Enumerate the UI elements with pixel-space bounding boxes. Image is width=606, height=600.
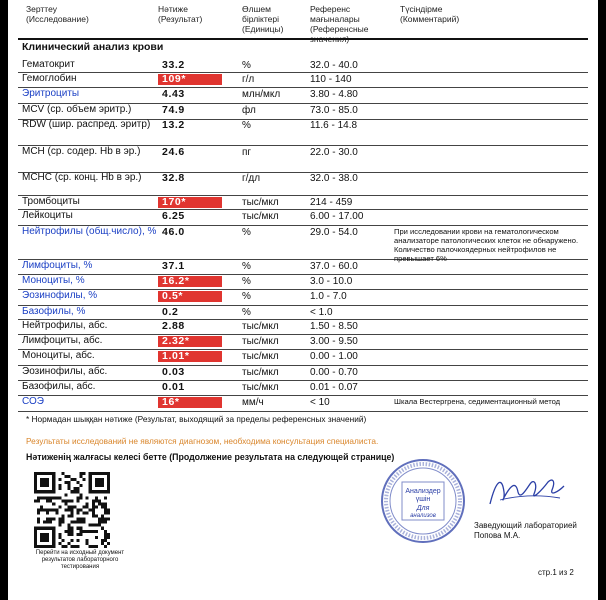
- qr-caption: Перейти на исходный документ результатов лабораторного тестирования: [35, 550, 125, 570]
- table-row: [18, 320, 588, 335]
- head-title: Заведующий лабораторией: [474, 521, 577, 530]
- continuation-notice: Нәтиженің жалғасы келесі бетте (Продолжение результата на следующей странице): [26, 452, 395, 462]
- reference-range: 32.0 - 38.0: [310, 173, 358, 184]
- warning-text: Результаты исследований не являются диагнозом, необходима консультация специалиста.: [26, 436, 379, 446]
- head-name: Попова М.А.: [474, 531, 521, 540]
- table-row: [18, 350, 588, 366]
- unit: тыс/мкл: [242, 197, 279, 208]
- reference-range: < 10: [310, 397, 330, 408]
- test-name: Гематокрит: [22, 59, 75, 70]
- table-row: [18, 104, 588, 120]
- unit: тыс/мкл: [242, 321, 279, 332]
- result-value: 0.2: [162, 306, 179, 318]
- test-name[interactable]: Моноциты, %: [22, 275, 85, 286]
- section-title: Клинический анализ крови: [22, 41, 164, 53]
- test-name: Тромбоциты: [22, 196, 80, 207]
- unit: тыс/мкл: [242, 382, 279, 393]
- unit: %: [242, 60, 251, 71]
- test-name[interactable]: Базофилы, %: [22, 306, 86, 317]
- unit: %: [242, 227, 251, 238]
- abnormal-result-value: 109*: [158, 74, 222, 85]
- reference-range: 29.0 - 54.0: [310, 227, 358, 238]
- reference-range: 32.0 - 40.0: [310, 60, 358, 71]
- unit: тыс/мкл: [242, 211, 279, 222]
- unit: %: [242, 291, 251, 302]
- test-name[interactable]: Эозинофилы, %: [22, 290, 98, 301]
- table-row: [18, 146, 588, 173]
- table-row: [18, 73, 588, 88]
- qr-code[interactable]: [32, 472, 112, 548]
- unit: %: [242, 307, 251, 318]
- abnormal-result-value: 16.2*: [158, 276, 222, 287]
- reference-range: 214 - 459: [310, 197, 353, 208]
- test-name: RDW (шир. распред. эритр): [22, 119, 151, 130]
- result-value: 74.9: [162, 104, 185, 116]
- reference-range: 73.0 - 85.0: [310, 105, 358, 116]
- header-study: Зерттеу (Исследование): [26, 4, 89, 24]
- comment: Шкала Вестергрена, седиментационный метод: [394, 397, 561, 406]
- table-row: [18, 396, 588, 412]
- table-row: [18, 226, 588, 263]
- reference-range: < 1.0: [310, 307, 333, 318]
- reference-range: 6.00 - 17.00: [310, 211, 364, 222]
- unit: мм/ч: [242, 397, 264, 408]
- table-row: [18, 210, 588, 226]
- test-name: Нейтрофилы, абс.: [22, 320, 108, 331]
- reference-range: 0.00 - 1.00: [310, 351, 358, 362]
- reference-range: 11.6 - 14.8: [310, 120, 358, 131]
- unit: %: [242, 276, 251, 287]
- test-name[interactable]: Нейтрофилы (общ.число), %: [22, 226, 157, 237]
- test-name: Базофилы, абс.: [22, 381, 96, 392]
- test-name[interactable]: СОЭ: [22, 396, 44, 407]
- test-name: MCV (ср. объем эритр.): [22, 104, 132, 115]
- signature: [486, 470, 566, 514]
- reference-range: 1.0 - 7.0: [310, 291, 347, 302]
- reference-range: 0.00 - 0.70: [310, 367, 358, 378]
- header-divider: [18, 38, 588, 40]
- stamp-text-line-1: Анализдер: [405, 488, 441, 495]
- result-value: 37.1: [162, 260, 185, 272]
- test-name: Лейкоциты: [22, 210, 73, 221]
- test-name: MCH (ср. содер. Hb в эр.): [22, 146, 141, 157]
- report-page: [8, 0, 598, 600]
- result-value: 24.6: [162, 146, 185, 158]
- result-value: 46.0: [162, 226, 185, 238]
- table-row: [18, 172, 588, 196]
- unit: %: [242, 120, 251, 131]
- unit: г/дл: [242, 173, 261, 184]
- test-name[interactable]: Лимфоциты, %: [22, 260, 93, 271]
- result-value: 0.01: [162, 381, 185, 393]
- table-row: [18, 88, 588, 104]
- result-value: 13.2: [162, 119, 185, 131]
- footnote: * Нормадан шыққан нәтиже (Результат, выходящий за пределы референсных значений): [26, 414, 367, 424]
- test-name: Эозинофилы, абс.: [22, 366, 108, 377]
- test-name: Моноциты, абс.: [22, 350, 95, 361]
- header-comment: Түсіндірме (Комментарий): [400, 4, 460, 24]
- abnormal-result-value: 0.5*: [158, 291, 222, 302]
- header-units: Өлшем бірліктері (Единицы): [242, 4, 284, 34]
- page-number: стр.1 из 2: [538, 568, 574, 577]
- table-row: [18, 119, 588, 146]
- result-value: 2.88: [162, 320, 185, 332]
- abnormal-result-value: 2.32*: [158, 336, 222, 347]
- stamp-text-line-3: Для: [416, 505, 430, 512]
- reference-range: 22.0 - 30.0: [310, 147, 358, 158]
- reference-range: 3.00 - 9.50: [310, 336, 358, 347]
- table-row: [18, 275, 588, 290]
- unit: тыс/мкл: [242, 367, 279, 378]
- abnormal-result-value: 170*: [158, 197, 222, 208]
- table-row: [18, 335, 588, 350]
- unit: фл: [242, 105, 256, 116]
- reference-range: 3.0 - 10.0: [310, 276, 353, 287]
- result-value: 33.2: [162, 59, 185, 71]
- unit: тыс/мкл: [242, 351, 279, 362]
- result-value: 4.43: [162, 88, 185, 100]
- table-row: [18, 59, 588, 73]
- test-name: Лимфоциты, абс.: [22, 335, 103, 346]
- unit: %: [242, 261, 251, 272]
- result-value: 32.8: [162, 172, 185, 184]
- unit: г/л: [242, 74, 255, 85]
- reference-range: 1.50 - 8.50: [310, 321, 358, 332]
- test-name: MCHC (ср. конц. Hb в эр.): [22, 172, 142, 183]
- table-row: [18, 366, 588, 381]
- table-row: [18, 260, 588, 275]
- table-row: [18, 196, 588, 210]
- test-name: Гемоглобин: [22, 73, 77, 84]
- unit: тыс/мкл: [242, 336, 279, 347]
- result-value: 6.25: [162, 210, 185, 222]
- head-of-laboratory: [474, 521, 577, 541]
- laboratory-stamp: [380, 458, 466, 544]
- test-name[interactable]: Эритроциты: [22, 88, 80, 99]
- unit: млн/мкл: [242, 89, 281, 100]
- stamp-text-line-2: үшін: [415, 496, 431, 503]
- table-row: [18, 306, 588, 320]
- comment: При исследовании крови на гематологическом анализаторе патологических клеток не обнаружено. Количество палочкоядерных нейтрофилов не превышает 6%: [394, 227, 579, 263]
- header-result: Нәтиже (Результат): [158, 4, 203, 24]
- reference-range: 37.0 - 60.0: [310, 261, 358, 272]
- result-value: 0.03: [162, 366, 185, 378]
- table-row: [18, 381, 588, 396]
- stamp-text-line-4: анализов: [410, 513, 436, 519]
- abnormal-result-value: 1.01*: [158, 351, 222, 362]
- reference-range: 0.01 - 0.07: [310, 382, 358, 393]
- abnormal-result-value: 16*: [158, 397, 222, 408]
- header-reference: Референс мағыналары (Референсные значения): [310, 4, 369, 44]
- reference-range: 110 - 140: [310, 74, 352, 85]
- reference-range: 3.80 - 4.80: [310, 89, 358, 100]
- table-row: [18, 290, 588, 306]
- unit: пг: [242, 147, 252, 158]
